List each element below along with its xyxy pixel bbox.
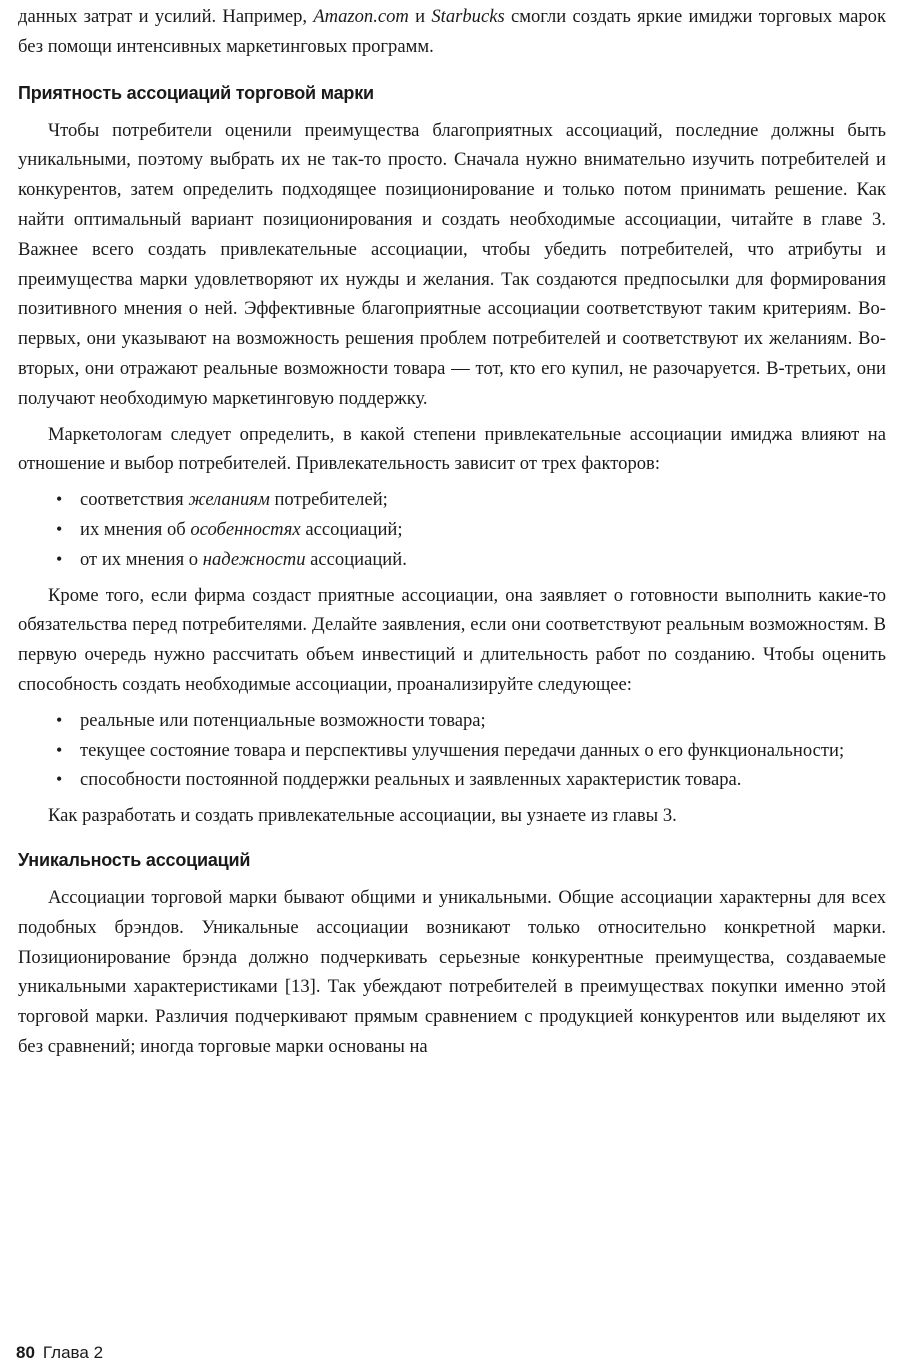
paragraph-intro-text-a: данных затрат и усилий. Например, bbox=[18, 6, 314, 27]
list-item-pre: от их мнения о bbox=[80, 548, 203, 570]
list-item-post: ассоциаций; bbox=[300, 518, 403, 540]
bullet-icon: • bbox=[56, 489, 63, 510]
list-item bbox=[18, 736, 886, 766]
paragraph-attractiveness: Чтобы потребители оценили преимущества благоприятных ассоциаций, последние должны быть уникальными, поэтому выбрать их не так-то просто. Сначала нужно внимательно изучить потребителей и конкурентов, затем определить подходящее позиционирование и только потом принимать решение. Как найти оптимальный вариант позиционирования и создать необходимые ассоциации, читайте в главе 3. Важнее всего создать привлекательные ассоциации, чтобы убедить потребителей, что атрибуты и преимущества марки удовлетворяют их нужды и желания. Так создаются предпосылки для формирования позитивного мнения о ней. Эффективные благоприятные ассоциации соответствуют таким критериям. Во-первых, они указывают на возможность решения проблем потребителей и соответствуют их желаниям. Во-вторых, они отражают реальные возможности товара — тот, кто его купил, не разочаруется. В-третьих, они получают необходимую маркетинговую поддержку. bbox=[18, 119, 886, 409]
bullet-icon: • bbox=[56, 709, 63, 730]
bullet-icon: • bbox=[56, 548, 63, 569]
page-number: 80 bbox=[16, 1343, 35, 1362]
list-item-text: реальные или потенциальные возможности товара; bbox=[80, 709, 486, 731]
paragraph-intro bbox=[18, 2, 886, 62]
list-item-em: особенностях bbox=[190, 518, 301, 540]
list-item bbox=[18, 706, 886, 736]
paragraph-factors: Маркетологам следует определить, в какой степени привлекательные ассоциации имиджа влияют на отношение и выбор потребителей. Привлекательность зависит от трех факторов: bbox=[18, 423, 886, 475]
list-item bbox=[18, 515, 886, 545]
paragraph-intro-text-b: и bbox=[408, 6, 432, 27]
list-item-post: ассоциаций. bbox=[305, 548, 407, 570]
list-item-post: потребителей; bbox=[269, 489, 388, 511]
list-item-em: надежности bbox=[202, 548, 306, 570]
bullet-icon: • bbox=[56, 769, 63, 790]
list-item-text: текущее состояние товара и перспективы улучшения передачи данных о его функциональности; bbox=[80, 739, 845, 761]
paragraph-uniqueness: Ассоциации торговой марки бывают общими и уникальными. Общие ассоциации характерны для всех подобных брэндов. Уникальные ассоциации возникают только относительно конкретной марки. Позиционирование брэнда должно подчеркивать серьезные конкурентные преимущества, создаваемые уникальными характеристиками [13]. Так убеждают потребителей в преимуществах покупки именно этой торговой марки. Различия подчеркивают прямым сравнением с продукцией конкурентов или выделяют их без сравнений; иногда торговые марки основаны на bbox=[18, 886, 886, 1057]
page-footer bbox=[16, 1342, 103, 1364]
chapter-label: Глава 2 bbox=[42, 1343, 104, 1362]
list-item bbox=[18, 765, 886, 795]
section-heading-uniqueness: Уникальность ассоциаций bbox=[18, 849, 251, 870]
bullet-icon: • bbox=[56, 739, 63, 760]
list-item bbox=[18, 485, 886, 515]
list-item-pre: их мнения об bbox=[80, 518, 191, 540]
factors-list bbox=[18, 485, 886, 574]
list-item-text: способности постоянной поддержки реальных и заявленных характеристик товара. bbox=[80, 769, 742, 791]
brand-amazon: Amazon.com bbox=[313, 6, 409, 27]
list-item-pre: соответствия bbox=[80, 489, 189, 511]
bullet-icon: • bbox=[56, 518, 63, 539]
paragraph-intro-text-c: смогли создать яркие имиджи торговых марок без помощи интенсивных маркетинговых программ. bbox=[18, 6, 886, 57]
section-heading-attractiveness: Приятность ассоциаций торговой марки bbox=[18, 82, 374, 103]
paragraph-obligations: Кроме того, если фирма создаст приятные ассоциации, она заявляет о готовности выполнить какие-то обязательства перед потребителями. Делайте заявления, если они соответствуют реальным возможностям. В первую очередь нужно рассчитать объем инвестиций и длительность работ по созданию. Чтобы оценить способность создать необходимые ассоциации, проанализируйте следующее: bbox=[18, 584, 886, 695]
page-content bbox=[18, 0, 886, 1062]
list-item bbox=[18, 545, 886, 575]
analysis-list bbox=[18, 706, 886, 795]
paragraph-chapter-ref: Как разработать и создать привлекательные ассоциации, вы узнаете из главы 3. bbox=[48, 805, 677, 827]
brand-starbucks: Starbucks bbox=[431, 6, 505, 27]
list-item-em: желаниям bbox=[188, 489, 270, 511]
